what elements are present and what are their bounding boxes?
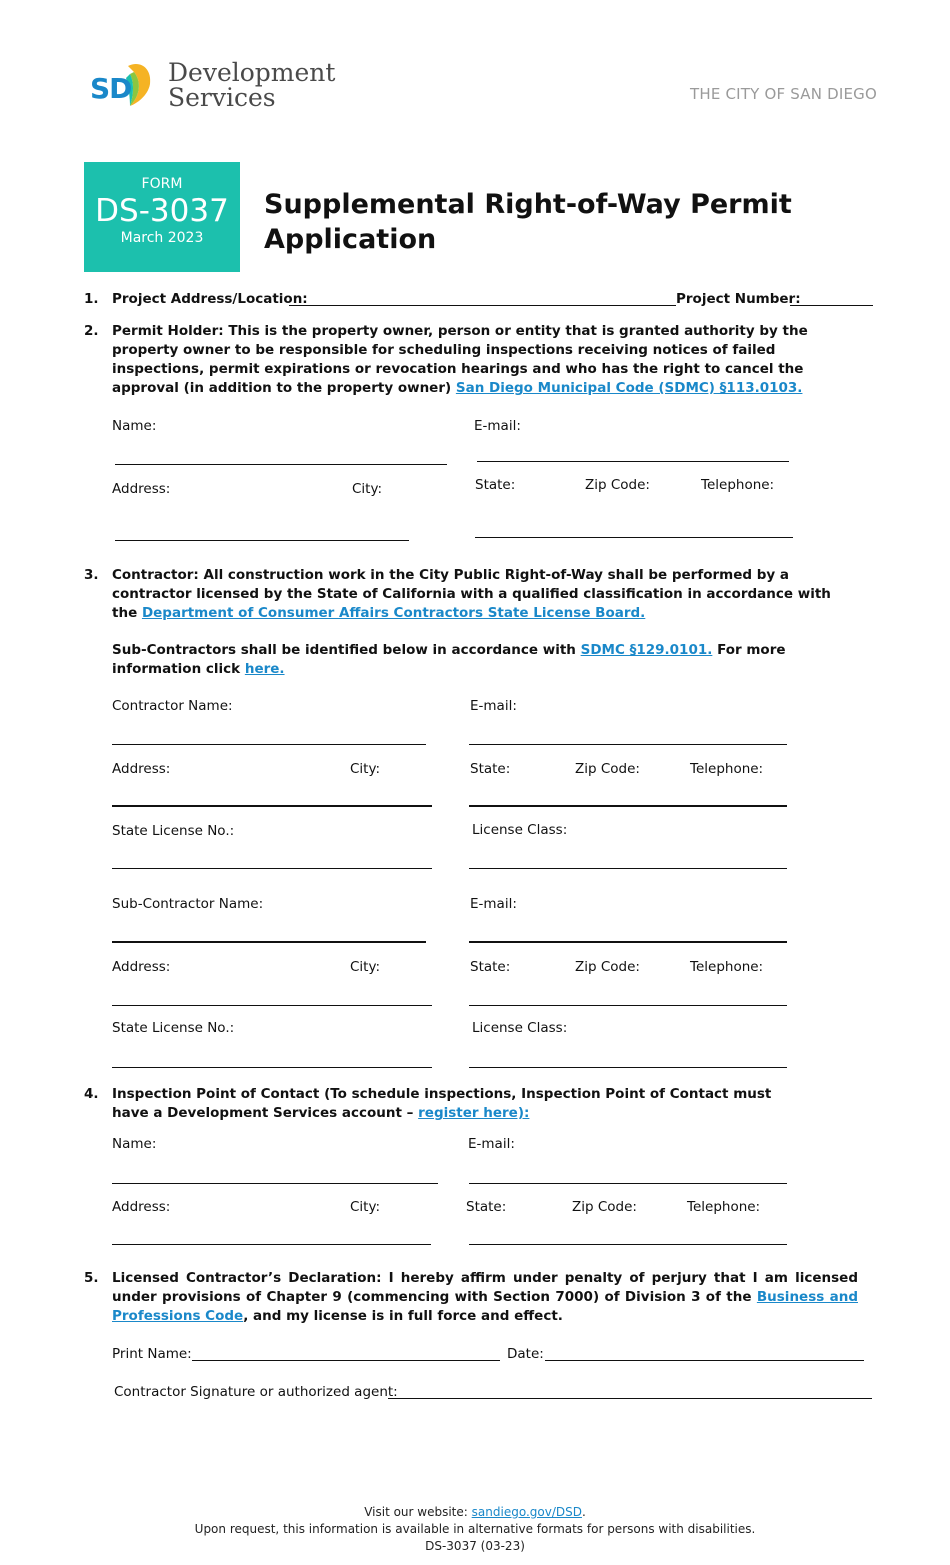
- ipc-email-label: E-mail:: [468, 1136, 515, 1152]
- section-1-number: 1.: [84, 291, 99, 307]
- ph-state-zip-phone-field[interactable]: [475, 537, 793, 538]
- contractor-zip-label: Zip Code:: [575, 761, 640, 777]
- page-title: [264, 187, 792, 257]
- subcontractor-city-label: City:: [350, 959, 381, 975]
- subcontractor-email-label: E-mail:: [470, 896, 517, 912]
- form-label: FORM: [141, 176, 183, 192]
- declaration-text-part1: Licensed Contractor’s Declaration: I hereby affirm under penalty of perjury that I am licensed under provisions of Chapter 9 (commencing with Section 7000) of Division 3 of the: [112, 1270, 858, 1305]
- inspection-contact-text: [112, 1085, 812, 1123]
- footer-website-link[interactable]: sandiego.gov/DSD: [471, 1505, 582, 1519]
- section-4-number: 4.: [84, 1086, 99, 1102]
- subcontractor-text: [112, 641, 852, 679]
- subcontractor-state-zip-phone-field[interactable]: [469, 1005, 787, 1006]
- signature-field[interactable]: [388, 1398, 872, 1399]
- contractor-license-no-label: State License No.:: [112, 823, 235, 839]
- ipc-address-label: Address:: [112, 1199, 171, 1215]
- subcontractor-description: Sub-Contractors shall be identified below in accordance with: [112, 642, 576, 658]
- footer-code: DS-3037 (03-23): [425, 1539, 525, 1553]
- ph-zip-label: Zip Code:: [585, 477, 650, 493]
- contractor-address-field[interactable]: [112, 805, 432, 807]
- subcontractor-license-no-field[interactable]: [112, 1067, 432, 1068]
- title-line1: Supplemental Right-of-Way Permit: [264, 189, 792, 220]
- project-address-field[interactable]: [289, 305, 676, 306]
- city-name: THE CITY OF SAN DIEGO: [690, 85, 878, 103]
- form-badge: [84, 162, 240, 272]
- contractor-state-label: State:: [470, 761, 511, 777]
- sdmc-129-link[interactable]: SDMC §129.0101.: [580, 642, 713, 658]
- subcontractor-telephone-label: Telephone:: [690, 959, 764, 975]
- subcontractor-license-no-label: State License No.:: [112, 1020, 235, 1036]
- contractor-description: Contractor: All construction work in the City Public Right-of-Way shall be performed by a contractor licensed by the State of California with a qualified classification in accordance with the: [112, 567, 831, 621]
- ph-address-field[interactable]: [115, 540, 409, 541]
- ph-address-label: Address:: [112, 481, 171, 497]
- ph-city-label: City:: [352, 481, 383, 497]
- ipc-telephone-label: Telephone:: [687, 1199, 761, 1215]
- contractor-name-label: Contractor Name:: [112, 698, 233, 714]
- ph-email-label: E-mail:: [474, 418, 521, 434]
- ipc-state-zip-phone-field[interactable]: [469, 1244, 787, 1245]
- ph-telephone-label: Telephone:: [701, 477, 775, 493]
- section-5-number: 5.: [84, 1270, 99, 1286]
- project-address-label: Project Address/Location:: [112, 291, 308, 307]
- contractor-license-no-field[interactable]: [112, 868, 432, 869]
- ipc-address-field[interactable]: [112, 1244, 431, 1245]
- subcontractor-address-label: Address:: [112, 959, 171, 975]
- subcontractor-state-label: State:: [470, 959, 511, 975]
- ph-state-label: State:: [475, 477, 516, 493]
- cslb-link[interactable]: Department of Consumer Affairs Contractors State License Board.: [141, 605, 646, 621]
- ph-name-label: Name:: [112, 418, 157, 434]
- logo-line1: Development: [168, 58, 336, 87]
- title-line2: Application: [264, 224, 437, 255]
- contractor-state-zip-phone-field[interactable]: [469, 805, 787, 807]
- contractor-address-label: Address:: [112, 761, 171, 777]
- contractor-city-label: City:: [350, 761, 381, 777]
- ipc-name-label: Name:: [112, 1136, 157, 1152]
- date-field[interactable]: [545, 1360, 864, 1361]
- logo: [90, 58, 340, 112]
- subcontractor-address-field[interactable]: [112, 1005, 432, 1006]
- contractor-text: [112, 566, 852, 623]
- contractor-name-field[interactable]: [112, 744, 426, 745]
- ipc-email-field[interactable]: [469, 1183, 787, 1184]
- date-label: Date:: [507, 1346, 544, 1362]
- ph-name-field[interactable]: [115, 464, 447, 465]
- inspection-contact-description: Inspection Point of Contact (To schedule inspections, Inspection Point of Contact must have a Development Services account –: [112, 1086, 772, 1121]
- signature-label: Contractor Signature or authorized agent:: [114, 1384, 398, 1400]
- ph-email-field[interactable]: [477, 461, 789, 462]
- contractor-license-class-field[interactable]: [469, 868, 787, 869]
- contractor-email-label: E-mail:: [470, 698, 517, 714]
- subcontractor-license-class-label: License Class:: [472, 1020, 568, 1036]
- contractor-telephone-label: Telephone:: [690, 761, 764, 777]
- section-3-number: 3.: [84, 567, 99, 583]
- footer-request: Upon request, this information is available in alternative formats for persons with disabilities.: [194, 1522, 756, 1536]
- subcontractor-name-label: Sub-Contractor Name:: [112, 896, 264, 912]
- footer-visit-text: Visit our website:: [364, 1505, 468, 1519]
- subcontractor-zip-label: Zip Code:: [575, 959, 640, 975]
- more-info-text: For more information click: [112, 642, 786, 677]
- footer-period: .: [581, 1505, 586, 1519]
- ipc-zip-label: Zip Code:: [572, 1199, 637, 1215]
- print-name-label: Print Name:: [112, 1346, 192, 1362]
- subcontractor-license-class-field[interactable]: [469, 1067, 787, 1068]
- declaration-text-part2: , and my license is in full force and effect.: [243, 1308, 563, 1324]
- footer-visit: [0, 1505, 950, 1519]
- here-link[interactable]: here.: [244, 661, 285, 677]
- business-professions-code-link[interactable]: Business and Professions Code: [112, 1289, 858, 1324]
- contractor-license-class-label: License Class:: [472, 822, 568, 838]
- sdmc-113-link[interactable]: San Diego Municipal Code (SDMC) §113.0103.: [455, 380, 803, 396]
- subcontractor-name-field[interactable]: [112, 941, 426, 943]
- project-number-field[interactable]: [790, 305, 873, 306]
- form-number: DS-3037: [95, 193, 229, 229]
- subcontractor-email-field[interactable]: [469, 941, 787, 943]
- logo-line2: Services: [168, 83, 276, 112]
- ipc-city-label: City:: [350, 1199, 381, 1215]
- section-2-number: 2.: [84, 323, 99, 339]
- permit-holder-text: [112, 322, 812, 398]
- project-number-label: Project Number:: [676, 291, 801, 307]
- ipc-state-label: State:: [466, 1199, 507, 1215]
- contractor-email-field[interactable]: [469, 744, 787, 745]
- register-here-link[interactable]: register here):: [418, 1105, 530, 1121]
- declaration-text: [112, 1269, 858, 1326]
- print-name-field[interactable]: [192, 1360, 500, 1361]
- form-date: March 2023: [120, 230, 204, 246]
- ipc-name-field[interactable]: [112, 1183, 438, 1184]
- logo-letters: SD: [90, 72, 132, 105]
- permit-holder-description: Permit Holder: This is the property owner, person or entity that is granted authority by the property owner to be responsible for scheduling inspections receiving notices of failed inspections, permit expirations or revocation hearings and who has the right to cancel the approval (in addition to the property owner): [112, 323, 808, 396]
